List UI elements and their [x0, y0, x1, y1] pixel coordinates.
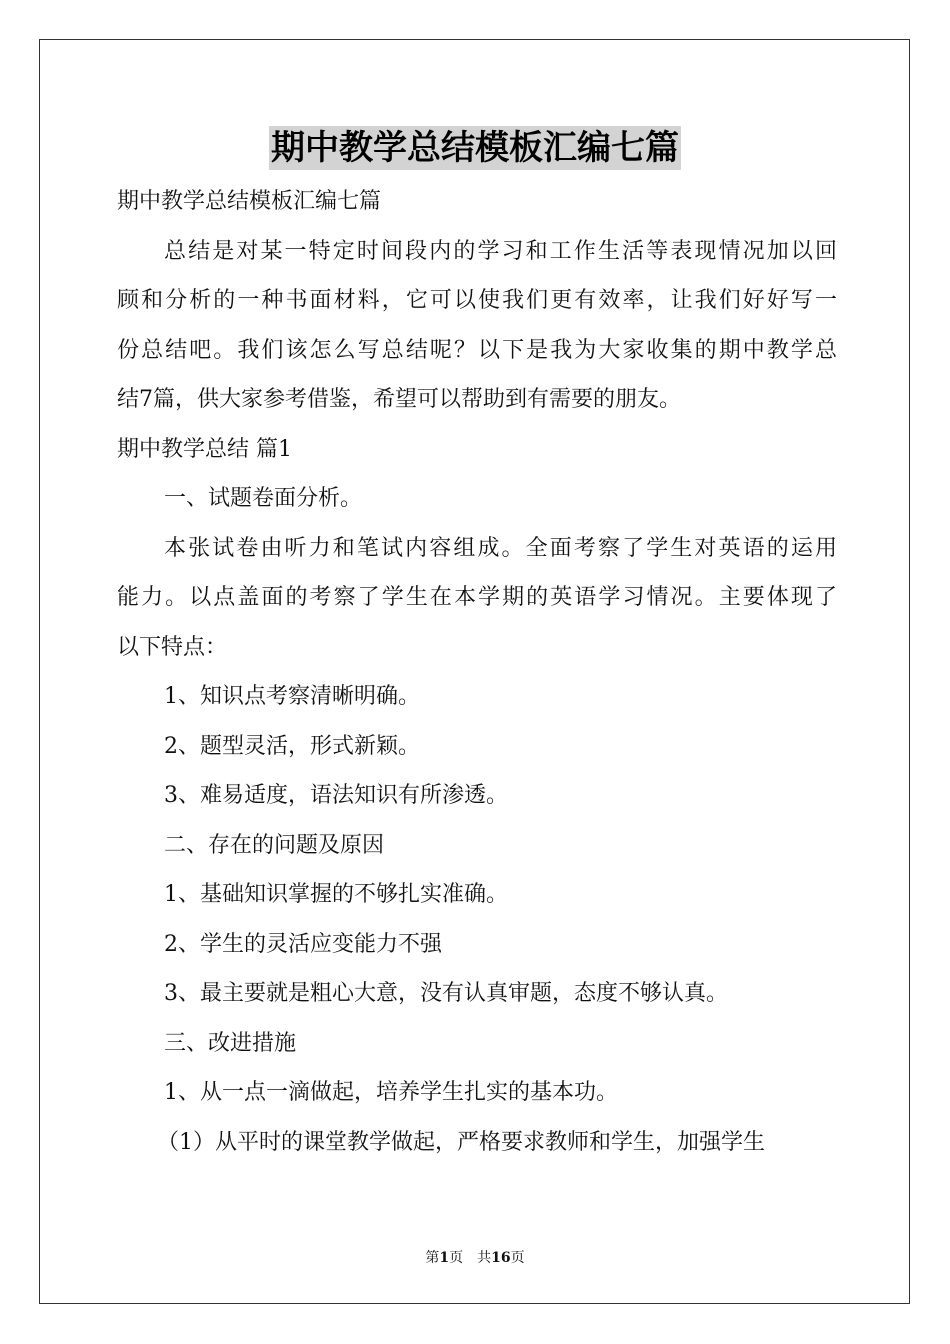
analysis-line: 本张试卷由听力和笔试内容组成。全面考察了学生对英语的运用 — [164, 535, 837, 561]
section-heading: 期中教学总结 篇1 — [117, 436, 292, 462]
part-heading: 一、试题卷面分析。 — [164, 486, 363, 511]
problem-item: 2、学生的灵活应变能力不强 — [164, 931, 442, 957]
intro-line: 份总结吧。我们该怎么写总结呢？以下是我为大家收集的期中教学总 — [117, 337, 837, 363]
document-body — [117, 177, 837, 1167]
problem-item: 1、基础知识掌握的不够扎实准确。 — [164, 882, 508, 907]
analysis-line: 能力。以点盖面的考察了学生在本学期的英语学习情况。主要体现了 — [117, 585, 837, 610]
problem-item: 3、最主要就是粗心大意，没有认真审题，态度不够认真。 — [164, 981, 728, 1006]
title-container — [0, 126, 950, 170]
footer-page-total: 16 — [491, 1250, 511, 1266]
footer-suffix: 页 — [510, 1250, 525, 1266]
analysis-line: 以下特点： — [117, 634, 228, 660]
measure-item: 1、从一点一滴做起，培养学生扎实的基本功。 — [164, 1080, 618, 1105]
page-footer — [0, 1247, 950, 1267]
document-title: 期中教学总结模板汇编七篇 — [271, 128, 679, 168]
intro-line: 总结是对某一特定时间段内的学习和工作生活等表现情况加以回 — [164, 238, 837, 264]
feature-item: 3、难易适度，语法知识有所渗透。 — [164, 783, 508, 808]
part-heading: 二、存在的问题及原因 — [164, 832, 385, 858]
intro-line: 结7篇，供大家参考借鉴，希望可以帮助到有需要的朋友。 — [117, 387, 681, 412]
footer-prefix: 第 — [425, 1250, 440, 1266]
intro-paragraph — [117, 227, 837, 425]
intro-line: 顾和分析的一种书面材料，它可以使我们更有效率，让我们好好写一 — [117, 288, 837, 313]
feature-item: 1、知识点考察清晰明确。 — [164, 684, 420, 709]
document-subtitle: 期中教学总结模板汇编七篇 — [117, 189, 382, 214]
analysis-paragraph — [117, 524, 837, 673]
part-heading: 三、改进措施 — [164, 1030, 297, 1056]
footer-page-current: 1 — [439, 1250, 450, 1266]
footer-mid: 页 共 — [449, 1250, 492, 1266]
measure-item: （1）从平时的课堂教学做起，严格要求教师和学生，加强学生 — [157, 1129, 765, 1155]
feature-item: 2、题型灵活，形式新颖。 — [164, 733, 420, 759]
